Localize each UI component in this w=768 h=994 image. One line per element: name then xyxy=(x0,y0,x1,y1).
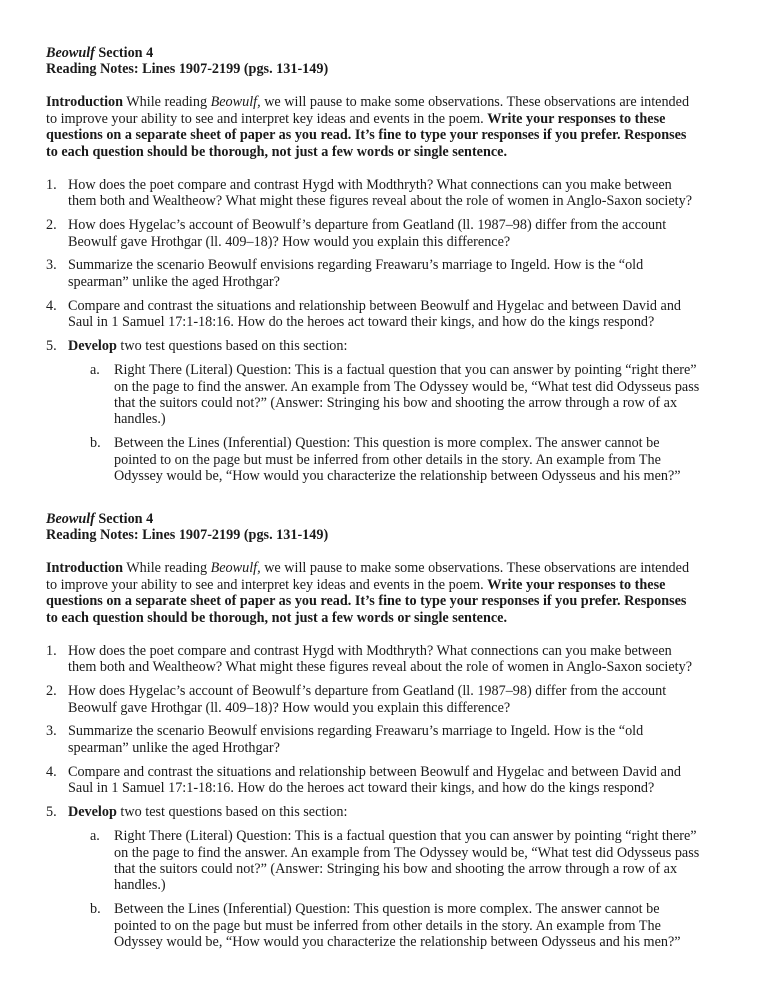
text: that the suitors could not?” (Answer: Stringing his bow and shooting the arrow through a row of ax xyxy=(114,861,678,877)
question-number: 5. xyxy=(46,338,57,355)
bold-text: Write your responses to these xyxy=(487,110,666,127)
text-line xyxy=(46,560,736,576)
text-line xyxy=(46,577,736,593)
question-item-3 xyxy=(46,257,736,290)
question-text xyxy=(68,257,736,290)
text: While reading xyxy=(123,94,211,111)
question-number: 1. xyxy=(46,642,57,659)
text: Beowulf gave Hrothgar (ll. 409–18)? How would you explain this difference? xyxy=(68,699,511,716)
text-line xyxy=(68,257,736,273)
question-item-5 xyxy=(46,338,736,354)
bold-text: questions on a separate sheet of paper as you read. It’s fine to type your responses if you prefer. Responses xyxy=(46,593,687,610)
text: to improve your ability to see and interpret key ideas and events in the poem. xyxy=(46,110,488,127)
text: them both and Wealtheow? What might these figures reveal about the role of women in Anglo-Saxon society? xyxy=(68,193,692,210)
introduction-paragraph xyxy=(46,560,736,626)
bold-text: to each question should be thorough, not just a few words or single sentence. xyxy=(46,609,507,626)
sub-question-text xyxy=(114,362,736,428)
text: spearman” unlike the aged Hrothgar? xyxy=(68,739,280,756)
question-text xyxy=(68,723,736,756)
text-line xyxy=(68,683,736,699)
text: we will pause to make some observations. These observations are intended xyxy=(260,560,690,577)
text-line xyxy=(114,877,736,893)
italic-text: Beowulf, xyxy=(210,560,261,577)
section-title xyxy=(46,511,736,527)
reading-notes-section-1 xyxy=(46,45,736,492)
question-text xyxy=(68,338,736,354)
text: that the suitors could not?” (Answer: Stringing his bow and shooting the arrow through a row of ax xyxy=(114,395,678,411)
text: we will pause to make some observations. These observations are intended xyxy=(260,94,690,111)
text: Right There (Literal) Question: This is a factual question that you can answer by pointing “right there” xyxy=(114,828,697,845)
text-line xyxy=(68,659,736,675)
question-text xyxy=(68,683,736,716)
text: How does the poet compare and contrast Hygd with Modthryth? What connections can you make between xyxy=(68,176,672,193)
text: Summarize the scenario Beowulf envisions regarding Freawaru’s marriage to Ingeld. How is the “old xyxy=(68,723,644,740)
text-line xyxy=(114,452,736,468)
text: While reading xyxy=(123,560,211,577)
text: two test questions based on this section: xyxy=(116,338,348,355)
text-line xyxy=(114,468,736,484)
question-number: 4. xyxy=(46,763,57,780)
bold-text: Write your responses to these xyxy=(487,576,666,593)
text-line xyxy=(68,804,736,820)
text: pointed to on the page but must be inferred from other details in the story. An example from The xyxy=(114,917,661,934)
question-item-2 xyxy=(46,217,736,250)
bold-text: Introduction xyxy=(46,560,123,577)
question-number: 3. xyxy=(46,723,57,740)
text: pointed to on the page but must be inferred from other details in the story. An example from The xyxy=(114,451,661,468)
question-item-5 xyxy=(46,804,736,820)
text-line xyxy=(68,764,736,780)
question-text xyxy=(68,217,736,250)
text: Saul in 1 Samuel 17:1-18:16. How do the heroes act toward their kings, and how do the kings respond? xyxy=(68,314,655,331)
text-line xyxy=(68,643,736,659)
question-number: 1. xyxy=(46,176,57,193)
text: spearman” unlike the aged Hrothgar? xyxy=(68,273,280,290)
text-line xyxy=(114,362,736,378)
text: Saul in 1 Samuel 17:1-18:16. How do the heroes act toward their kings, and how do the kings respond? xyxy=(68,780,655,797)
text: Between the Lines (Inferential) Question: This question is more complex. The answer cannot be xyxy=(114,901,660,918)
text-line xyxy=(68,338,736,354)
text: How does Hygelac’s account of Beowulf’s departure from Geatland (ll. 1987–98) differ from the account xyxy=(68,217,667,234)
text: Between the Lines (Inferential) Question: This question is more complex. The answer cannot be xyxy=(114,435,660,452)
question-item-1 xyxy=(46,643,736,676)
sub-question-letter: a. xyxy=(90,362,100,379)
question-number: 3. xyxy=(46,257,57,274)
text: to improve your ability to see and interpret key ideas and events in the poem. xyxy=(46,576,488,593)
text-line xyxy=(114,395,736,411)
text-line xyxy=(68,700,736,716)
bold-text: to each question should be thorough, not just a few words or single sentence. xyxy=(46,143,507,160)
text: Right There (Literal) Question: This is a factual question that you can answer by pointing “right there” xyxy=(114,362,697,379)
text: Compare and contrast the situations and relationship between Beowulf and Hygelac and between David and xyxy=(68,297,682,314)
text-line xyxy=(46,127,736,143)
text: two test questions based on this section: xyxy=(116,804,348,821)
section-subtitle: Reading Notes: Lines 1907-2199 (pgs. 131-149) xyxy=(46,61,329,78)
question-list xyxy=(46,643,736,951)
text-line xyxy=(68,193,736,209)
text-line xyxy=(114,379,736,395)
text-line xyxy=(114,861,736,877)
text-line xyxy=(68,274,736,290)
text-line xyxy=(114,411,736,427)
question-item-1 xyxy=(46,177,736,210)
text-line xyxy=(46,144,736,160)
question-number: 4. xyxy=(46,297,57,314)
sub-question-text xyxy=(114,435,736,484)
text-line xyxy=(68,780,736,796)
sub-question-letter: b. xyxy=(90,901,101,918)
section-title xyxy=(46,45,736,61)
bold-text: questions on a separate sheet of paper as you read. It’s fine to type your responses if you prefer. Responses xyxy=(46,127,687,144)
text-line xyxy=(68,740,736,756)
text-line xyxy=(114,845,736,861)
text: Odyssey would be, “How would you characterize the relationship between Odysseus and his men?” xyxy=(114,934,681,951)
italic-text: Beowulf, xyxy=(210,94,261,111)
question-item-4 xyxy=(46,298,736,331)
text-line xyxy=(114,934,736,950)
sub-question-item-b xyxy=(46,901,736,950)
text-line xyxy=(46,593,736,609)
text: Odyssey would be, “How would you characterize the relationship between Odysseus and his men?” xyxy=(114,468,681,485)
text-line xyxy=(68,177,736,193)
question-item-4 xyxy=(46,764,736,797)
text: Compare and contrast the situations and relationship between Beowulf and Hygelac and between David and xyxy=(68,763,682,780)
question-list xyxy=(46,177,736,485)
text: handles.) xyxy=(114,877,166,894)
sub-question-list xyxy=(46,362,736,484)
text: handles.) xyxy=(114,411,166,428)
text-line xyxy=(114,918,736,934)
bold-text: Introduction xyxy=(46,94,123,111)
text-line xyxy=(114,901,736,917)
text: on the page to find the answer. An example from The Odyssey would be, “What test did Odysseus pass xyxy=(114,844,700,861)
question-text xyxy=(68,804,736,820)
reading-notes-section-2 xyxy=(46,511,736,958)
text-line xyxy=(68,234,736,250)
title-rest: Section 4 xyxy=(94,45,154,61)
sub-question-list xyxy=(46,828,736,950)
question-item-3 xyxy=(46,723,736,756)
sub-question-text xyxy=(114,828,736,894)
text: on the page to find the answer. An example from The Odyssey would be, “What test did Odysseus pass xyxy=(114,378,700,395)
question-text xyxy=(68,643,736,676)
sub-question-item-a xyxy=(46,828,736,894)
text-line xyxy=(68,217,736,233)
bold-text: Develop xyxy=(68,338,117,355)
title-italic: Beowulf xyxy=(46,511,95,527)
sub-question-item-b xyxy=(46,435,736,484)
title-rest: Section 4 xyxy=(94,511,154,527)
text-line xyxy=(68,298,736,314)
question-number: 2. xyxy=(46,683,57,700)
question-text xyxy=(68,177,736,210)
sub-question-letter: b. xyxy=(90,435,101,452)
title-italic: Beowulf xyxy=(46,45,95,61)
section-subtitle: Reading Notes: Lines 1907-2199 (pgs. 131-149) xyxy=(46,527,329,544)
bold-text: Develop xyxy=(68,804,117,821)
text: Summarize the scenario Beowulf envisions regarding Freawaru’s marriage to Ingeld. How is the “old xyxy=(68,257,644,274)
text-line xyxy=(46,610,736,626)
text-line xyxy=(68,314,736,330)
text: them both and Wealtheow? What might these figures reveal about the role of women in Anglo-Saxon society? xyxy=(68,659,692,676)
question-text xyxy=(68,298,736,331)
sub-question-letter: a. xyxy=(90,828,100,845)
text-line xyxy=(68,723,736,739)
text: Beowulf gave Hrothgar (ll. 409–18)? How would you explain this difference? xyxy=(68,233,511,250)
sub-question-text xyxy=(114,901,736,950)
text-line xyxy=(46,94,736,110)
question-item-2 xyxy=(46,683,736,716)
sub-question-item-a xyxy=(46,362,736,428)
question-number: 2. xyxy=(46,217,57,234)
introduction-paragraph xyxy=(46,94,736,160)
text-line xyxy=(114,435,736,451)
text: How does Hygelac’s account of Beowulf’s departure from Geatland (ll. 1987–98) differ from the account xyxy=(68,683,667,700)
text: How does the poet compare and contrast Hygd with Modthryth? What connections can you make between xyxy=(68,642,672,659)
text-line xyxy=(114,828,736,844)
question-text xyxy=(68,764,736,797)
question-number: 5. xyxy=(46,804,57,821)
text-line xyxy=(46,111,736,127)
